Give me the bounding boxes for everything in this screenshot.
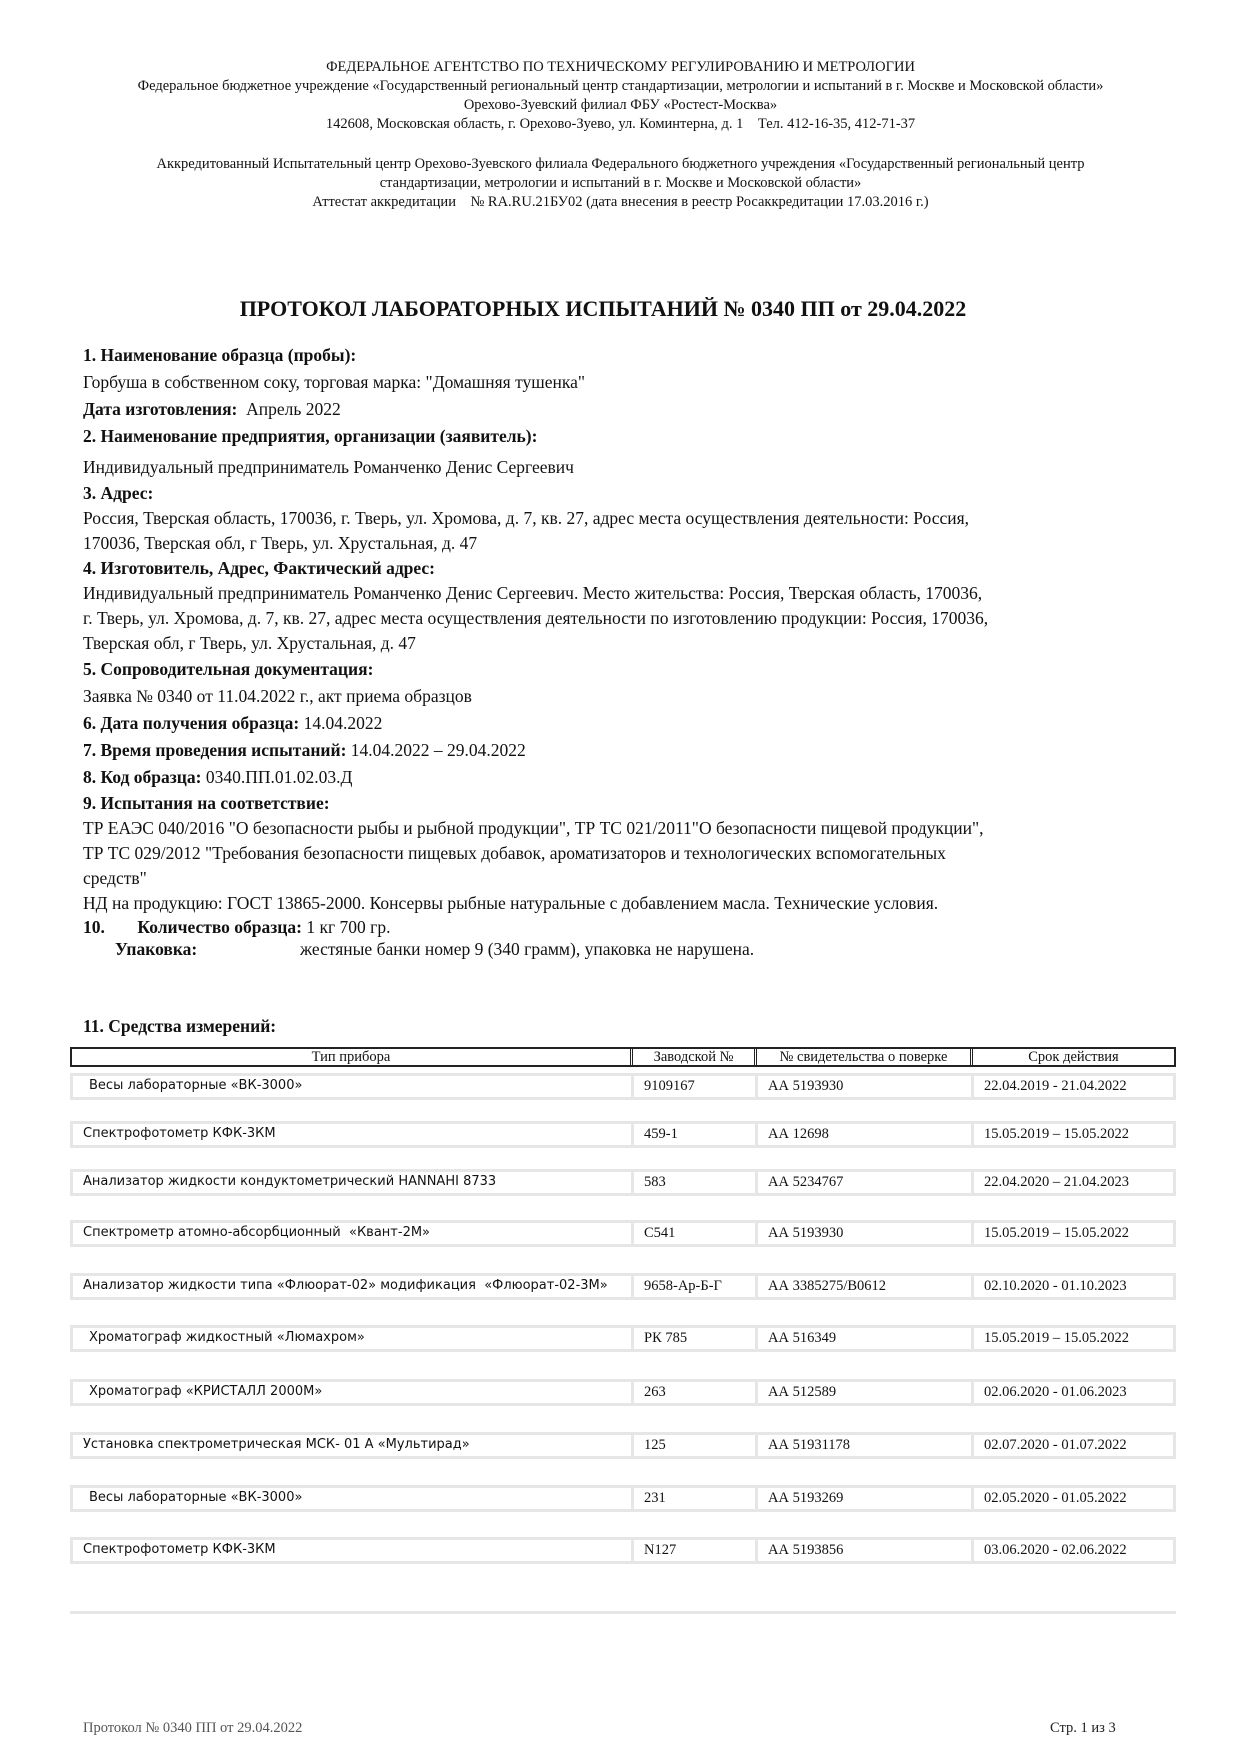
cell-validity-period: 02.06.2020 - 01.06.2023 [984,1384,1127,1400]
cell-validity-period: 02.10.2020 - 01.10.2023 [984,1278,1127,1294]
instruments-table-header [70,1047,1176,1067]
cell-serial-number: РК 785 [634,1328,758,1349]
accredited-line-2: стандартизации, метрологии и испытаний в г. Москве и Московской области» [379,175,862,191]
cell-instrument-type: Весы лабораторные «ВК-3000» [73,1488,634,1509]
cell-instrument-type: Спектрофотометр КФК-3КМ [73,1540,634,1561]
section-4-label: 4. Изготовитель, Адрес, Фактический адрес: [83,558,435,578]
cell-serial-number: 9109167 [634,1076,758,1097]
column-header-cert: № свидетельства о поверке [757,1049,973,1065]
section-10-value: 1 кг 700 гр. [306,917,391,937]
cell-certificate-number: АА 3385275/В0612 [758,1276,974,1297]
section-6 [83,710,1183,737]
section-4-value-2: г. Тверь, ул. Хромова, д. 7, кв. 27, адрес места осуществления деятельности по изготовлению продукции: Россия, 170036, [83,608,989,628]
cell-validity-period: 02.05.2020 - 01.05.2022 [984,1490,1127,1506]
cell-serial-number: 9658-Ар-Б-Г [634,1276,758,1297]
cell-certificate-number: АА 5193930 [758,1223,974,1244]
cell-serial-number: 459-1 [634,1124,758,1145]
section-3-label: 3. Адрес: [83,483,154,503]
institution-name: Федеральное бюджетное учреждение «Государственный региональный центр стандартизации, метрологии и испытаний в г. Москве и Московской области» [137,78,1104,94]
table-row [70,1379,1176,1406]
section-2-label: 2. Наименование предприятия, организации (заявитель): [83,426,538,446]
cell-validity-period: 03.06.2020 - 02.06.2022 [984,1542,1127,1558]
cell-validity-period: 15.05.2019 – 15.05.2022 [984,1225,1129,1241]
cell-certificate-number: АА 12698 [758,1124,974,1145]
footer-protocol-ref: Протокол № 0340 ПП от 29.04.2022 [83,1720,303,1736]
section-4-value-3: Тверская обл, г Тверь, ул. Хрустальная, д. 47 [83,633,416,653]
packaging [83,938,1183,960]
column-header-serial: Заводской № [633,1049,757,1065]
cell-certificate-number: АА 5193930 [758,1076,974,1097]
section-9-value-1: ТР ЕАЭС 040/2016 "О безопасности рыбы и рыбной продукции", ТР ТС 021/2011"О безопасности пищевой продукции", [83,818,984,838]
section-1-label: 1. Наименование образца (пробы): [83,345,357,365]
cell-certificate-number: АА 5193269 [758,1488,974,1509]
cell-validity-period: 22.04.2020 – 21.04.2023 [984,1174,1129,1190]
cell-instrument-type: Хроматограф жидкостный «Люмахром» [73,1328,634,1349]
table-row [70,1220,1176,1247]
section-10-number: 10. [83,917,105,937]
column-header-validity: Срок действия [1028,1049,1119,1065]
cell-instrument-type: Весы лабораторные «ВК-3000» [73,1076,634,1097]
manufacture-date-label: Дата изготовления: [83,399,238,419]
section-3-value-1: Россия, Тверская область, 170036, г. Тверь, ул. Хромова, д. 7, кв. 27, адрес места осуществления деятельности: Россия, [83,508,970,528]
section-2-value: Индивидуальный предприниматель Романченко Денис Сергеевич [83,457,574,477]
section-9-value-3: средств" [83,868,147,888]
accreditation-block [0,155,1241,212]
cell-instrument-type: Спектрофотометр КФК-3КМ [73,1124,634,1145]
table-end-divider [70,1611,1176,1614]
section-8 [83,764,1183,791]
manufacture-date [83,396,1183,423]
section-3-value-2: 170036, Тверская обл, г Тверь, ул. Хрустальная, д. 47 [83,533,478,553]
instruments-title: 11. Средства измерений: [83,1016,277,1036]
cell-serial-number: 231 [634,1488,758,1509]
cell-validity-period: 15.05.2019 – 15.05.2022 [984,1330,1129,1346]
attestat: Аттестат аккредитации № RA.RU.21БУ02 (дата внесения в реестр Росаккредитации 17.03.2016 г.) [312,194,929,210]
section-5-label: 5. Сопроводительная документация: [83,659,374,679]
cell-serial-number: 263 [634,1382,758,1403]
cell-certificate-number: АА 5193856 [758,1540,974,1561]
cell-validity-period: 22.04.2019 - 21.04.2022 [984,1078,1127,1094]
cell-certificate-number: АА 5234767 [758,1172,974,1193]
column-header-type: Тип прибора [72,1049,633,1065]
section-6-label: 6. Дата получения образца: [83,713,300,733]
table-row [70,1121,1176,1148]
page-title: ПРОТОКОЛ ЛАБОРАТОРНЫХ ИСПЫТАНИЙ № 0340 ПП от 29.04.2022 [239,296,967,321]
section-7-value: 14.04.2022 – 29.04.2022 [350,740,526,760]
section-8-value: 0340.ПП.01.02.03.Д [205,767,353,787]
cell-certificate-number: АА 51931178 [758,1435,974,1456]
footer-page-number: Стр. 1 из 3 [1050,1720,1116,1736]
table-row [70,1273,1176,1300]
cell-instrument-type: Анализатор жидкости кондуктометрический HANNAHI 8733 [73,1172,634,1193]
table-row [70,1169,1176,1196]
section-9-label: 9. Испытания на соответствие: [83,793,330,813]
cell-certificate-number: АА 512589 [758,1382,974,1403]
accredited-line-1: Аккредитованный Испытательный центр Орехово-Зуевского филиала Федерального бюджетного учреждения «Государственный региональный центр [156,156,1085,172]
protocol-body [83,342,1183,960]
cell-instrument-type: Хроматограф «КРИСТАЛЛ 2000М» [73,1382,634,1403]
header-block [0,58,1241,134]
section-1-value: Горбуша в собственном соку, торговая марка: "Домашняя тушенка" [83,372,586,392]
cell-serial-number: 125 [634,1435,758,1456]
table-row [70,1073,1176,1100]
cell-serial-number: С541 [634,1223,758,1244]
branch-address: 142608, Московская область, г. Орехово-Зуево, ул. Коминтерна, д. 1 Тел. 412-16-35, 412-71-37 [325,116,916,132]
cell-instrument-type: Установка спектрометрическая МСК- 01 А «Мультирад» [73,1435,634,1456]
section-8-label: 8. Код образца: [83,767,202,787]
section-6-value: 14.04.2022 [303,713,383,733]
cell-certificate-number: АА 516349 [758,1328,974,1349]
manufacture-date-value: Апрель 2022 [246,399,341,419]
cell-serial-number: 583 [634,1172,758,1193]
table-row [70,1325,1176,1352]
table-row [70,1432,1176,1459]
section-10 [83,916,1183,938]
cell-validity-period: 02.07.2020 - 01.07.2022 [984,1437,1127,1453]
section-9-nd: НД на продукцию: ГОСТ 13865-2000. Консервы рыбные натуральные с добавлением масла. Технические условия. [83,893,939,913]
cell-instrument-type: Анализатор жидкости типа «Флюорат-02» модификация «Флюорат-02-3М» [73,1276,634,1297]
table-row [70,1537,1176,1564]
section-7-label: 7. Время проведения испытаний: [83,740,347,760]
table-row [70,1485,1176,1512]
branch-name: Орехово-Зуевский филиал ФБУ «Ростест-Москва» [463,97,778,113]
section-5-value: Заявка № 0340 от 11.04.2022 г., акт приема образцов [83,686,472,706]
section-4-value-1: Индивидуальный предприниматель Романченко Денис Сергеевич. Место жительства: Россия, Тверская область, 170036, [83,583,983,603]
cell-validity-period: 15.05.2019 – 15.05.2022 [984,1126,1129,1142]
packaging-label: Упаковка: [115,939,198,959]
section-10-label: Количество образца: [137,917,302,937]
section-9-value-2: ТР ТС 029/2012 "Требования безопасности пищевых добавок, ароматизаторов и технологических вспомогательных [83,843,946,863]
packaging-value: жестяные банки номер 9 (340 грамм), упаковка не нарушена. [300,939,755,959]
section-7 [83,737,1183,764]
agency-name: ФЕДЕРАЛЬНОЕ АГЕНТСТВО ПО ТЕХНИЧЕСКОМУ РЕГУЛИРОВАНИЮ И МЕТРОЛОГИИ [326,59,915,75]
cell-instrument-type: Спектрометр атомно-абсорбционный «Квант-2М» [73,1223,634,1244]
cell-serial-number: N127 [634,1540,758,1561]
